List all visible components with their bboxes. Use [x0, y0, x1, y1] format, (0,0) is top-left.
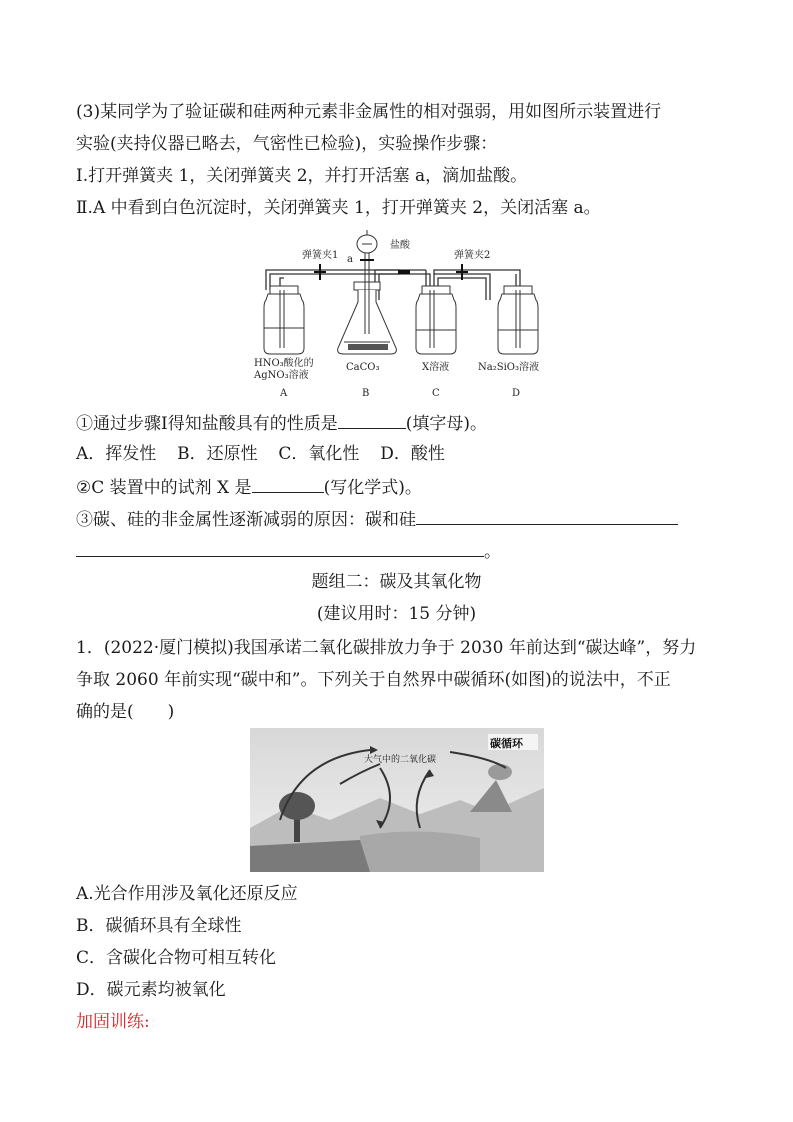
q3-sub3-end: 。 — [484, 542, 501, 562]
carbon-cycle-figure — [250, 728, 544, 872]
letter-a: A — [280, 388, 288, 399]
q1-option-c: C．含碳化合物可相互转化 — [76, 948, 277, 968]
label-a-reagent-2: AgNO₃溶液 — [254, 370, 309, 381]
q3-sub1-tail: (填字母)。 — [405, 414, 487, 434]
q3-sub2 — [76, 474, 422, 500]
q1-option-d: D．碳元素均被氧化 — [76, 980, 226, 1000]
option-c: C．氧化性 — [278, 444, 360, 464]
q1-line1: 1．(2022·厦门模拟)我国承诺二氧化碳排放力争于 2030 年前达到“碳达峰”，努力 — [76, 638, 697, 658]
q3-options — [76, 442, 445, 466]
letter-d: D — [512, 388, 521, 399]
q1-option-b: B．碳循环具有全球性 — [76, 916, 242, 936]
q3-sub3-text: ③碳、硅的非金属性逐渐减弱的原因：碳和硅 — [76, 510, 416, 530]
label-a-reagent-1: HNO₃酸化的 — [254, 358, 314, 369]
label-d-reagent: Na₂SiO₃溶液 — [478, 362, 539, 373]
answer-blank-3a[interactable] — [416, 506, 678, 525]
letter-c: C — [432, 388, 440, 399]
connecting-tubes — [266, 270, 520, 300]
label-c-reagent: X溶液 — [422, 362, 450, 373]
option-d: D．酸性 — [380, 444, 445, 464]
q3-sub3-cont — [76, 538, 501, 564]
q3-intro-line1: (3)某同学为了验证碳和硅两种元素非金属性的相对强弱，用如图所示装置进行 — [76, 102, 662, 122]
option-b: B．还原性 — [177, 444, 258, 464]
label-b-reagent: CaCO₃ — [346, 362, 380, 373]
label-stopcock-a: a — [347, 254, 353, 265]
q1-line2: 争取 2060 年前实现“碳中和”。下列关于自然界中碳循环(如图)的说法中，不正 — [76, 670, 671, 690]
answer-blank-2[interactable] — [252, 474, 324, 493]
answer-blank-3b[interactable] — [76, 538, 484, 557]
flask-b — [338, 230, 397, 354]
bottle-c — [416, 286, 456, 354]
label-clip1: 弹簧夹1 — [302, 250, 339, 261]
option-a: A．挥发性 — [76, 444, 157, 464]
q3-sub3 — [76, 506, 678, 532]
label-funnel-hcl: 盐酸 — [390, 240, 410, 251]
q3-sub2-tail: (写化学式)。 — [323, 478, 422, 498]
q1-line3: 确的是( ) — [76, 702, 175, 722]
label-clip2: 弹簧夹2 — [454, 250, 491, 261]
q3-step2: Ⅱ.A 中看到白色沉淀时，关闭弹簧夹 1，打开弹簧夹 2，关闭活塞 a。 — [76, 198, 601, 218]
q3-sub1-text: ①通过步骤Ⅰ得知盐酸具有的性质是 — [76, 414, 338, 434]
group2-title: 题组二：碳及其氧化物 — [311, 572, 482, 592]
bottle-d — [498, 286, 538, 354]
reinforce-heading: 加固训练: — [76, 1012, 150, 1032]
apparatus-diagram — [250, 230, 550, 400]
figure-title: 碳循环 — [490, 737, 523, 750]
ocean — [360, 831, 480, 872]
answer-blank-1[interactable] — [338, 410, 406, 429]
q1-option-a: A.光合作用涉及氧化还原反应 — [76, 884, 298, 904]
q3-step1: Ⅰ.打开弹簧夹 1，关闭弹簧夹 2，并打开活塞 a，滴加盐酸。 — [76, 166, 528, 186]
bottle-a — [264, 286, 304, 354]
q3-sub2-text: ②C 装置中的试剂 X 是 — [76, 478, 252, 498]
group2-time: (建议用时：15 分钟) — [316, 604, 477, 624]
tube-joint — [398, 270, 410, 274]
q3-sub1 — [76, 410, 487, 436]
volcano-smoke — [488, 764, 512, 780]
letter-b: B — [362, 388, 370, 399]
q3-intro-line2: 实验(夹持仪器已略去，气密性已检验)，实验操作步骤： — [76, 134, 498, 154]
figure-atmosphere-label: 大气中的二氧化碳 — [364, 755, 437, 765]
